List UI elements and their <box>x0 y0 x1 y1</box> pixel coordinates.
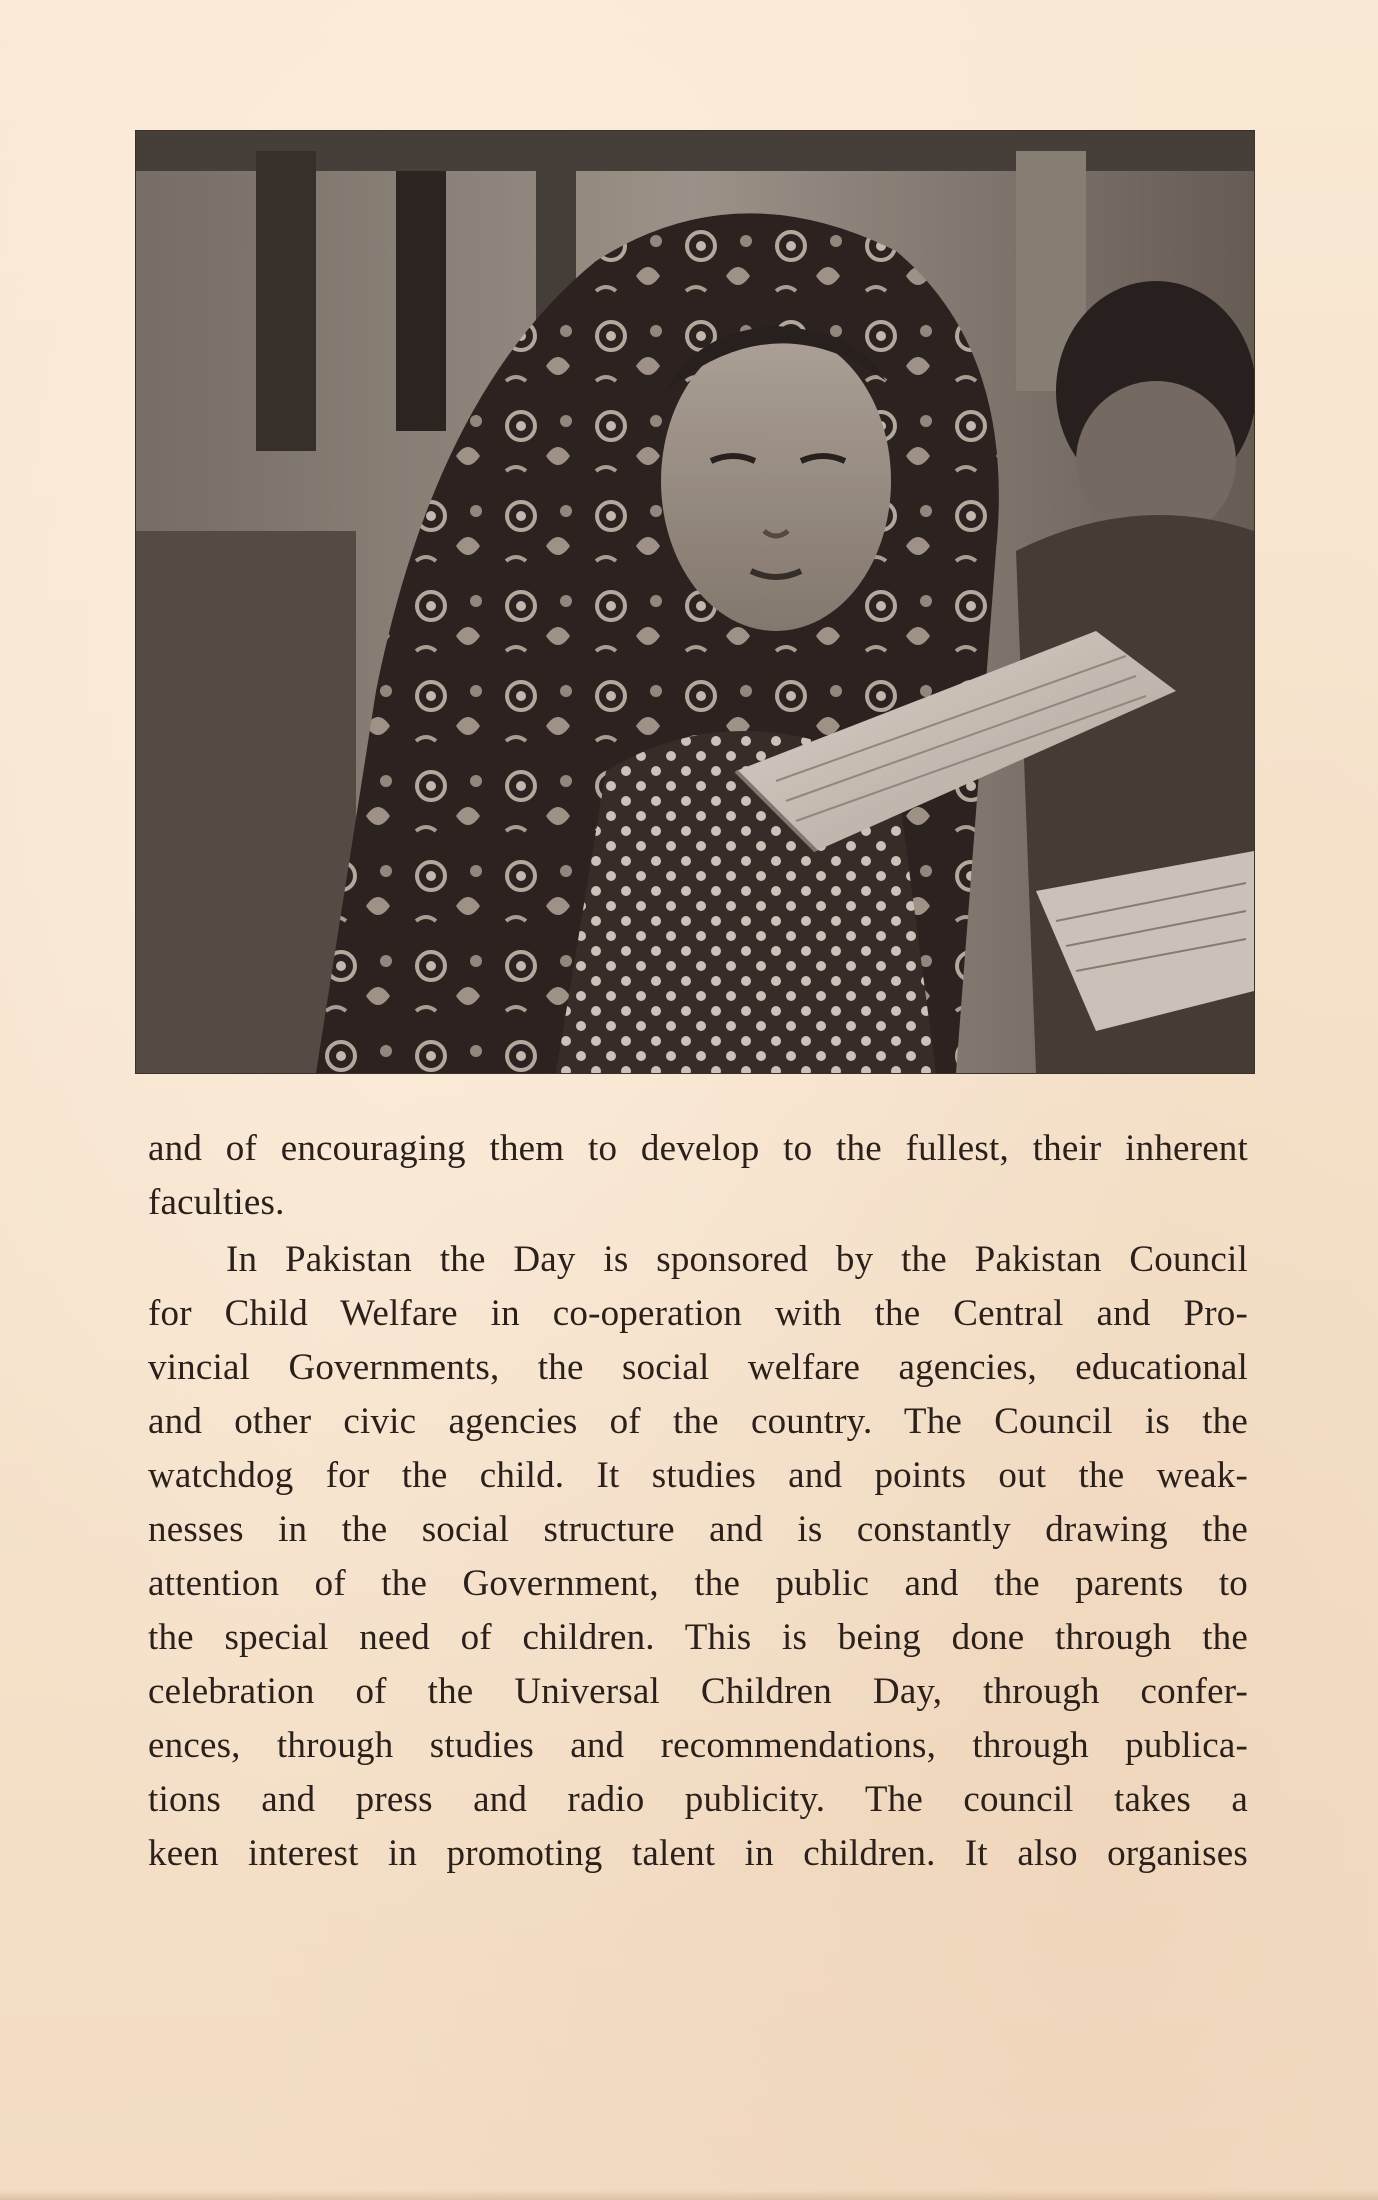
text-line: ences, through studies and recommendations, through publica- <box>148 1725 1248 1766</box>
body-text <box>148 1122 1248 1881</box>
text-line: vincial Governments, the social welfare agencies, educational <box>148 1347 1248 1388</box>
photograph-girl-reading <box>136 131 1254 1073</box>
text-line: faculties. <box>148 1182 285 1223</box>
text-line: attention of the Government, the public and the parents to <box>148 1563 1248 1604</box>
text-line: the special need of children. This is being done through the <box>148 1617 1248 1658</box>
text-line-indent: In Pakistan the Day is sponsored by the Pakistan Council <box>226 1239 1248 1280</box>
text-line: watchdog for the child. It studies and points out the weak- <box>148 1455 1248 1496</box>
text-line: nesses in the social structure and is constantly drawing the <box>148 1509 1248 1550</box>
text-line: and other civic agencies of the country. The Council is the <box>148 1401 1248 1442</box>
text-line: celebration of the Universal Children Day, through confer- <box>148 1671 1248 1712</box>
text-line: tions and press and radio publicity. The council takes a <box>148 1779 1248 1820</box>
page-bottom-edge <box>0 2190 1378 2200</box>
text-line: keen interest in promoting talent in children. It also organises <box>148 1833 1248 1874</box>
text-line: and of encouraging them to develop to the fullest, their inherent <box>148 1128 1248 1169</box>
photo-illustration <box>136 131 1254 1073</box>
text-line: for Child Welfare in co-operation with the Central and Pro- <box>148 1293 1248 1334</box>
